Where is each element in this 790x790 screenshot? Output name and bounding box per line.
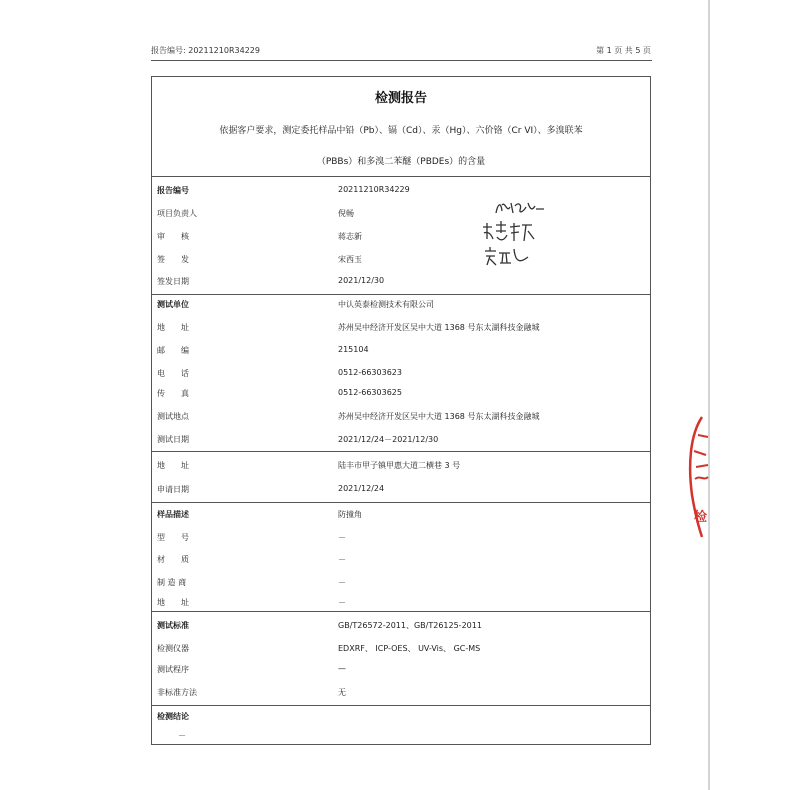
header-report-number: 报告编号: 20211210R34229 <box>151 46 260 55</box>
field-value: 苏州吴中经济开发区吴中大道 1368 号东太湖科技金融城 <box>338 323 540 332</box>
field-row <box>152 276 650 290</box>
field-value: － <box>338 555 346 564</box>
field-value: － <box>338 578 346 587</box>
field-row <box>152 411 650 425</box>
signature-project-lead <box>492 197 552 219</box>
field-label: 申请日期 <box>157 485 189 494</box>
section-divider <box>152 705 650 706</box>
stamp-character: 检 <box>694 510 708 525</box>
field-value: 0512-66303625 <box>338 388 402 397</box>
field-label: 测试地点 <box>157 412 189 421</box>
field-row <box>152 254 650 268</box>
section-divider <box>152 502 650 503</box>
field-row <box>152 597 650 611</box>
field-label: 签发日期 <box>157 277 189 286</box>
field-row <box>152 620 650 634</box>
field-label: 非标准方法 <box>157 688 197 697</box>
field-value: EDXRF、 ICP-OES、 UV-Vis、 GC-MS <box>338 644 481 653</box>
field-label: 测试标准 <box>157 621 189 630</box>
section-divider <box>152 611 650 612</box>
field-value: 2021/12/24 <box>338 484 385 493</box>
field-value: 宋西玉 <box>338 255 362 264</box>
report-scope-line-2: （PBBs）和多溴二苯醚（PBDEs）的含量 <box>316 157 486 167</box>
field-label: 地 址 <box>157 323 189 332</box>
field-row <box>152 388 650 402</box>
field-value: 中认英泰检测技术有限公司 <box>338 300 434 309</box>
section-divider <box>152 451 650 452</box>
field-value: 215104 <box>338 345 369 354</box>
field-row <box>152 484 650 498</box>
conclusion-label: 检测结论 <box>157 712 189 721</box>
field-label: 传 真 <box>157 389 189 398</box>
header-page-number: 第 1 页 共 5 页 <box>596 46 651 55</box>
field-value: － <box>338 533 346 542</box>
field-label: 邮 编 <box>157 346 189 355</box>
field-value: GB/T26572-2011、GB/T26125-2011 <box>338 621 482 630</box>
field-value: 陆丰市甲子镇甲惠大道二横巷 3 号 <box>338 461 461 470</box>
field-label: 电 话 <box>157 369 189 378</box>
section-divider <box>152 294 650 295</box>
red-stamp <box>680 415 720 540</box>
page-edge-rule <box>708 0 710 790</box>
section-divider <box>152 176 650 177</box>
field-label: 测试单位 <box>157 300 189 309</box>
field-label: 地 址 <box>157 598 189 607</box>
signature-reviewer <box>480 219 538 245</box>
field-row <box>152 664 650 678</box>
field-value: 2021/12/24－2021/12/30 <box>338 435 439 444</box>
page-header <box>151 45 651 57</box>
field-value: — <box>338 664 346 673</box>
field-row <box>152 208 650 222</box>
field-row <box>152 509 650 523</box>
field-row <box>152 577 650 591</box>
report-scope-line-1: 依据客户要求，测定委托样品中铅（Pb）、镉（Cd）、汞（Hg）、六价铬（Cr VI）、多溴联苯 <box>219 126 583 136</box>
field-row <box>152 460 650 474</box>
field-row <box>152 322 650 336</box>
field-label: 签 发 <box>157 255 189 264</box>
field-label: 材 质 <box>157 555 189 564</box>
field-label: 检测仪器 <box>157 644 189 653</box>
field-label: 制 造 商 <box>157 578 187 587</box>
field-value: 倪畅 <box>338 209 354 218</box>
field-label: 审 核 <box>157 232 189 241</box>
field-row <box>152 231 650 245</box>
report-title: 检测报告 <box>374 91 427 106</box>
field-row <box>152 532 650 546</box>
field-row <box>152 643 650 657</box>
field-label: 项目负责人 <box>157 209 197 218</box>
conclusion-value: － <box>178 731 186 740</box>
field-value: 防撞角 <box>338 510 362 519</box>
conclusion-value-row <box>152 730 650 744</box>
field-row <box>152 299 650 313</box>
field-value: 蒋志新 <box>338 232 362 241</box>
field-label: 测试日期 <box>157 435 189 444</box>
header-rule <box>151 60 652 61</box>
field-label: 型 号 <box>157 533 189 542</box>
stamp-mark <box>680 415 720 540</box>
field-value: 0512-66303623 <box>338 368 402 377</box>
field-label: 地 址 <box>157 461 189 470</box>
field-row <box>152 345 650 359</box>
field-value: 无 <box>338 688 346 697</box>
field-value: 2021/12/30 <box>338 276 385 285</box>
report-frame <box>151 76 651 745</box>
field-row <box>152 687 650 701</box>
field-row <box>152 434 650 448</box>
field-value: 20211210R34229 <box>338 185 410 194</box>
field-label: 报告编号 <box>157 186 189 195</box>
signature-issuer <box>482 245 532 269</box>
conclusion-row <box>152 711 650 725</box>
field-row <box>152 554 650 568</box>
field-row <box>152 368 650 382</box>
field-value: － <box>338 598 346 607</box>
field-label: 样品描述 <box>157 510 189 519</box>
field-label: 测试程序 <box>157 665 189 674</box>
field-value: 苏州吴中经济开发区吴中大道 1368 号东太湖科技金融城 <box>338 412 540 421</box>
field-row <box>152 185 650 199</box>
